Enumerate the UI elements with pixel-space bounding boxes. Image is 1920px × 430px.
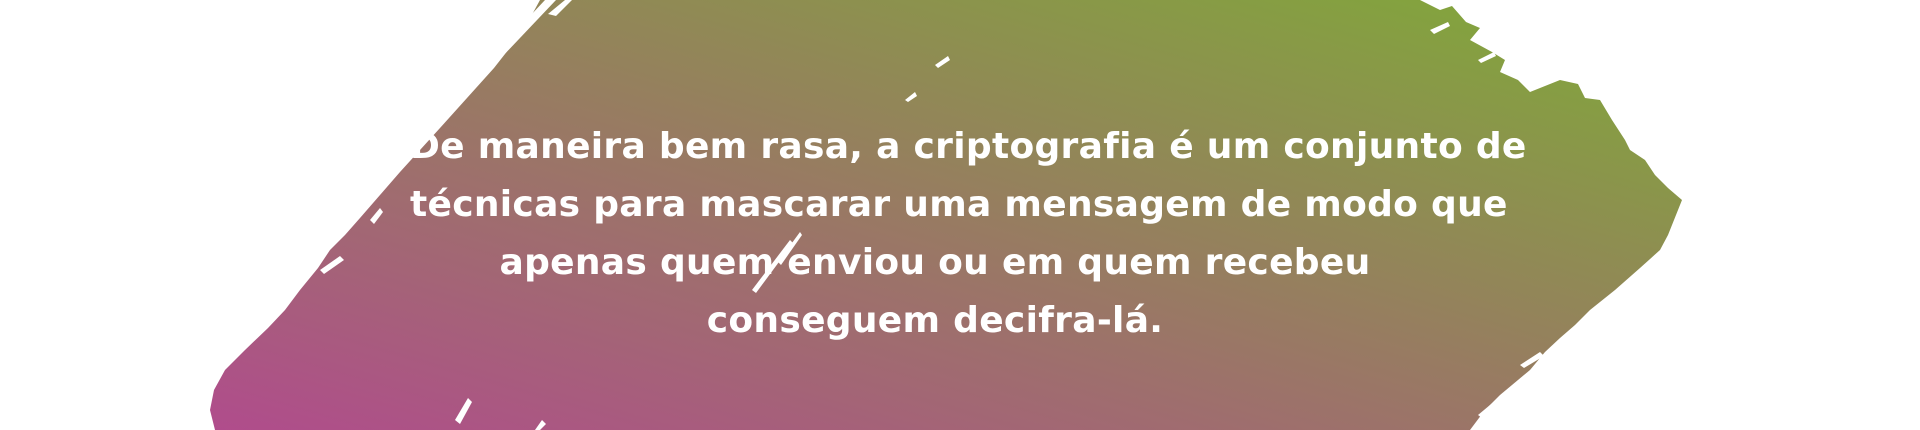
quote-line-4: conseguem decifra-lá. [706,300,1164,341]
quote-line-2: técnicas para mascarar uma mensagem de modo que [410,184,1508,225]
quote-line-1: De maneira bem rasa, a criptografia é um conjunto de [410,126,1527,167]
quote-line-3: apenas quem enviou ou em quem recebeu [499,242,1371,283]
quote-text [410,118,1527,350]
